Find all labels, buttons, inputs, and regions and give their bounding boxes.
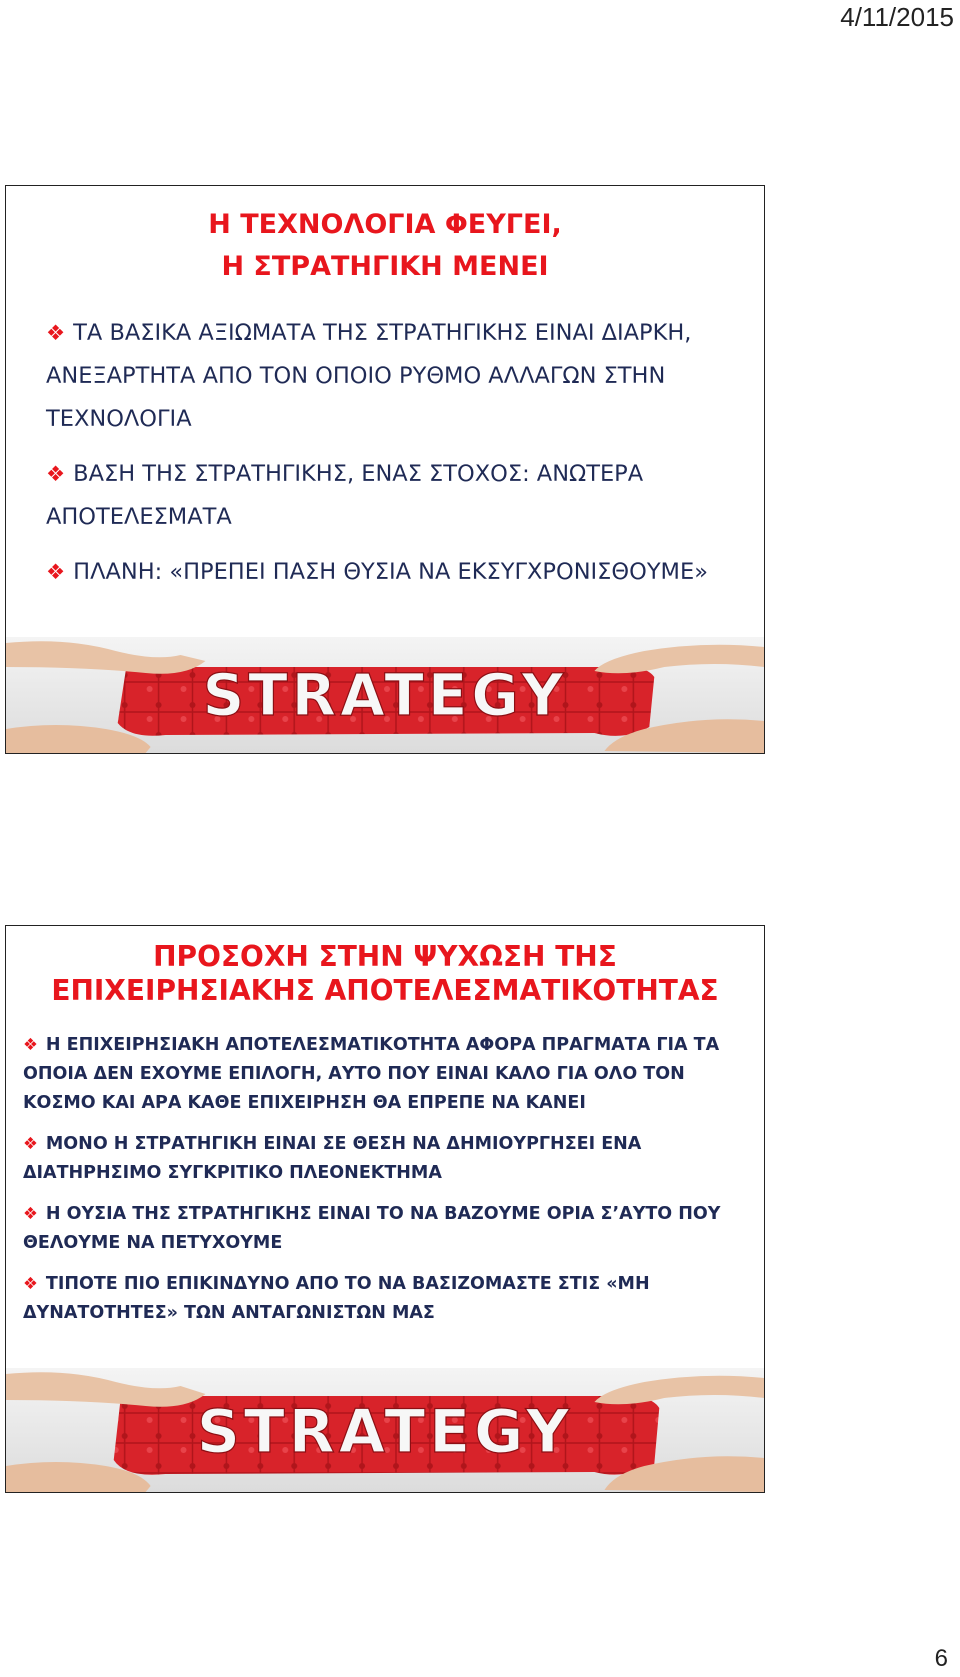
slide-1-title-line-1: Η ΤΕΧΝΟΛΟΓΙΑ ΦΕΥΓΕΙ, [208,209,562,240]
diamond-bullet-icon: ❖ [46,321,66,346]
slide-2-title-line-2: ΕΠΙΧΕΙΡΗΣΙΑΚΗΣ ΑΠΟΤΕΛΕΣΜΑΤΙΚΟΤΗΤΑΣ [51,974,719,1007]
strategy-puzzle-icon [6,637,764,753]
bullet-text: ΤΙΠΟΤΕ ΠΙΟ ΕΠΙΚΙΝΔΥΝΟ ΑΠΟ ΤΟ ΝΑ ΒΑΣΙΖΟΜΑΣΤΕ ΣΤΙΣ «ΜΗ ΔΥΝΑΤΟΤΗΤΕΣ» ΤΩΝ ΑΝΤΑΓΩΝΙΣΤΩΝ ΜΑΣ [23,1274,650,1323]
strategy-puzzle-banner [6,1368,764,1492]
bullet-text: Η ΕΠΙΧΕΙΡΗΣΙΑΚΗ ΑΠΟΤΕΛΕΣΜΑΤΙΚΟΤΗΤΑ ΑΦΟΡΑ ΠΡΑΓΜΑΤΑ ΓΙΑ ΤΑ ΟΠΟΙΑ ΔΕΝ ΕΧΟΥΜΕ ΕΠΙΛΟΓΗ, ΑΥΤΟ ΠΟΥ ΕΙΝΑΙ ΚΑΛΟ ΓΙΑ ΟΛΟ ΤΟΝ ΚΟΣΜΟ ΚΑΙ ΑΡΑ ΚΑΘΕ ΕΠΙΧΕΙΡΗΣΗ ΘΑ ΕΠΡΕΠΕ ΝΑ ΚΑΝΕΙ [23,1035,720,1113]
date-stamp: 4/11/2015 [840,2,954,32]
bullet-item [23,1030,750,1118]
diamond-bullet-icon: ❖ [23,1274,38,1293]
bullet-text: ΠΛΑΝΗ: «ΠΡΕΠΕΙ ΠΑΣΗ ΘΥΣΙΑ ΝΑ ΕΚΣΥΓΧΡΟΝΙΣΘΟΥΜΕ» [73,559,708,585]
slide-1-bullet-list [6,312,764,594]
diamond-bullet-icon: ❖ [23,1134,38,1153]
slide-2-title [6,940,764,1008]
diamond-bullet-icon: ❖ [23,1204,38,1223]
slide-1-title-line-2: Η ΣΤΡΑΤΗΓΙΚΗ ΜΕΝΕΙ [221,251,549,282]
bullet-item [46,453,744,539]
strategy-puzzle-icon [6,1368,764,1492]
banner-word: STRATEGY [202,660,568,730]
bullet-text: ΜΟΝΟ Η ΣΤΡΑΤΗΓΙΚΗ ΕΙΝΑΙ ΣΕ ΘΕΣΗ ΝΑ ΔΗΜΙΟΥΡΓΗΣΕΙ ΕΝΑ ΔΙΑΤΗΡΗΣΙΜΟ ΣΥΓΚΡΙΤΙΚΟ ΠΛΕΟΝΕΚΤΗΜΑ [23,1134,642,1183]
strategy-puzzle-banner [6,637,764,753]
bullet-item [46,312,744,441]
slide-2-title-line-1: ΠΡΟΣΟΧΗ ΣΤΗΝ ΨΥΧΩΣΗ ΤΗΣ [153,940,617,973]
slide-2 [5,925,765,1493]
slide-2-bullet-list [6,1030,764,1328]
page-number: 6 [934,1645,948,1672]
bullet-text: ΤΑ ΒΑΣΙΚΑ ΑΞΙΩΜΑΤΑ ΤΗΣ ΣΤΡΑΤΗΓΙΚΗΣ ΕΙΝΑΙ ΔΙΑΡΚΗ, ΑΝΕΞΑΡΤΗΤΑ ΑΠΟ ΤΟΝ ΟΠΟΙΟ ΡΥΘΜΟ ΑΛΛΑΓΩΝ ΣΤΗΝ ΤΕΧΝΟΛΟΓΙΑ [46,320,692,432]
slide-1-title [6,204,764,288]
diamond-bullet-icon: ❖ [23,1035,38,1054]
banner-word: STRATEGY [196,1396,574,1468]
diamond-bullet-icon: ❖ [46,462,66,487]
slide-1 [5,185,765,754]
bullet-text: ΒΑΣΗ ΤΗΣ ΣΤΡΑΤΗΓΙΚΗΣ, ΕΝΑΣ ΣΤΟΧΟΣ: ΑΝΩΤΕΡΑ ΑΠΟΤΕΛΕΣΜΑΤΑ [46,461,644,530]
bullet-item [23,1199,750,1258]
bullet-item [23,1129,750,1188]
bullet-item [23,1269,750,1328]
bullet-item [46,551,744,594]
diamond-bullet-icon: ❖ [46,560,66,585]
bullet-text: Η ΟΥΣΙΑ ΤΗΣ ΣΤΡΑΤΗΓΙΚΗΣ ΕΙΝΑΙ ΤΟ ΝΑ ΒΑΖΟΥΜΕ ΟΡΙΑ Σ’ΑΥΤΟ ΠΟΥ ΘΕΛΟΥΜΕ ΝΑ ΠΕΤΥΧΟΥΜΕ [23,1204,721,1253]
